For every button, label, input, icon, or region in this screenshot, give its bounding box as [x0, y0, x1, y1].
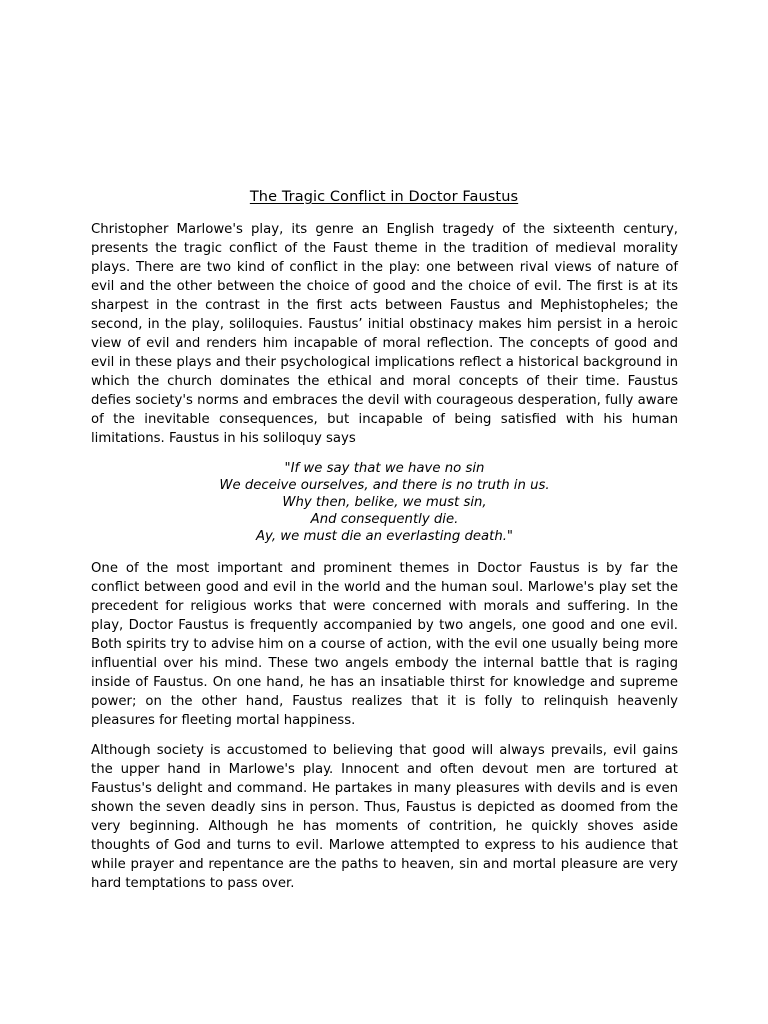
quote-line-2: We deceive ourselves, and there is no truth in us.	[219, 478, 550, 493]
document-body	[91, 220, 678, 893]
quote-line-1: "If we say that we have no sin	[284, 461, 485, 476]
paragraph-3: Although society is accustomed to believing that good will always prevails, evil gains the upper hand in Marlowe's play. Innocent and often devout men are tortured at Faustus's delight and command. He partakes in many pleasures with devils and is even shown the seven deadly sins in person. Thus, Faustus is depicted as doomed from the very beginning. Although he has moments of contrition, he quickly shoves aside thoughts of God and turns to evil. Marlowe attempted to express to his audience that while prayer and repentance are the paths to heaven, sin and mortal pleasure are very hard temptations to pass over.	[91, 743, 678, 891]
document-title: The Tragic Conflict in Doctor Faustus	[249, 189, 519, 205]
quote-line-3: Why then, belike, we must sin,	[282, 495, 487, 510]
paragraph-2: One of the most important and prominent themes in Doctor Faustus is by far the conflict between good and evil in the world and the human soul. Marlowe's play set the precedent for religious works that were concerned with morals and suffering. In the play, Doctor Faustus is frequently accompanied by two angels, one good and one evil. Both spirits try to advise him on a course of action, with the evil one usually being more influential over his mind. These two angels embody the internal battle that is raging inside of Faustus. On one hand, he has an insatiable thirst for knowledge and supreme power; on the other hand, Faustus realizes that it is folly to relinquish heavenly pleasures for fleeting mortal happiness.	[91, 561, 678, 728]
paragraph-1: Christopher Marlowe's play, its genre an English tragedy of the sixteenth century, presents the tragic conflict of the Faust theme in the tradition of medieval morality plays. There are two kind of conflict in the play: one between rival views of nature of evil and the other between the choice of good and the choice of evil. The first is at its sharpest in the contrast in the first acts between Faustus and Mephistopheles; the second, in the play, soliloquies. Faustus’ initial obstinacy makes him persist in a heroic view of evil and renders him incapable of moral reflection. The concepts of good and evil in these plays and their psychological implications reflect a historical background in which the church dominates the ethical and moral concepts of their time. Faustus defies society's norms and embraces the devil with courageous desperation, fully aware of the inevitable consequences, but incapable of being satisfied with his human limitations. Faustus in his soliloquy says	[91, 222, 678, 446]
quote-line-5: Ay, we must die an everlasting death."	[255, 529, 514, 544]
quote-line-4: And consequently die.	[310, 512, 459, 527]
soliloquy-quote	[91, 460, 678, 545]
